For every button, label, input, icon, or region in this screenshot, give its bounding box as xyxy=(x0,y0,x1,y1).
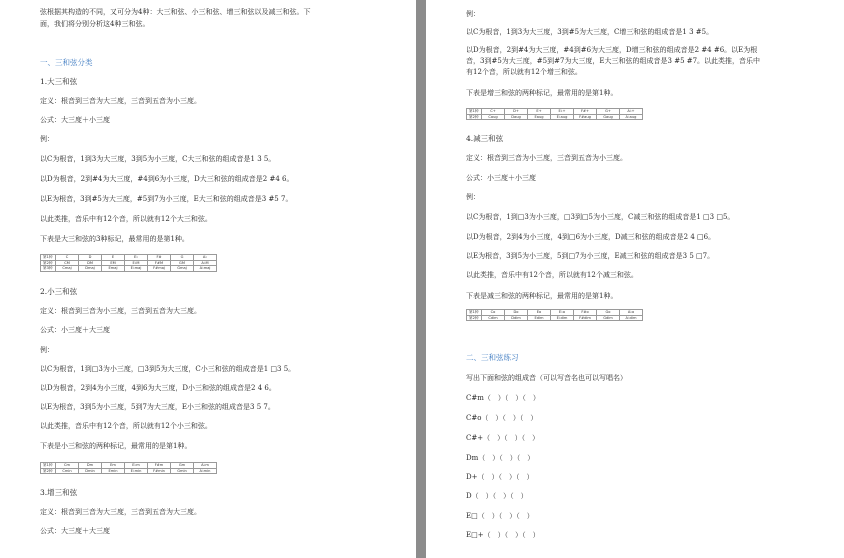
minor-line: 以C为根音，1到□3为小三度，□3到5为大三度，C小三和弦的组成音是1 □3 5。 xyxy=(40,365,296,373)
table-cell: G xyxy=(171,255,194,261)
table-cell: A♭maj xyxy=(194,266,217,272)
aug-paragraph-line: 音，3到#5为大三度，#5到#7为大三度，E大三和弦的组成音是3 #5 #7。以此类推，音乐中 xyxy=(466,57,761,65)
aug-formula: 公式：大三度＋大三度 xyxy=(40,527,110,535)
table-cell: Go xyxy=(597,310,620,316)
major-definition: 定义：根音到三音为大三度，三音到五音为小三度。 xyxy=(40,97,201,105)
section-heading-practice: 二、三和弦练习 xyxy=(466,353,519,362)
intro-line-1: 弦根据其构造的不同，又可分为4种：大三和弦、小三和弦、增三和弦以及减三和弦。下 xyxy=(40,8,311,16)
table-cell: C+ xyxy=(482,109,505,115)
dim-definition: 定义：根音到三音为小三度，三音到五音为小三度。 xyxy=(466,154,627,162)
major-line: 以C为根音，1到3为大三度，3到5为小三度，C大三和弦的组成音是1 3 5。 xyxy=(40,155,276,163)
table-cell: E+ xyxy=(528,109,551,115)
table-cell: A♭o xyxy=(620,310,643,316)
table-cell: Emin xyxy=(102,468,125,474)
aug-heading: 3.增三和弦 xyxy=(40,488,78,497)
table-cell: Gdim xyxy=(597,315,620,321)
section-heading-classification: 一、三和弦分类 xyxy=(40,58,93,67)
intro-line-2: 面，我们将分别分析这4种三和弦。 xyxy=(40,20,150,28)
table-cell: 第2种 xyxy=(41,260,56,266)
table-cell: A♭aug xyxy=(620,114,643,120)
table-cell: E♭dim xyxy=(551,315,574,321)
table-cell: A♭dim xyxy=(620,315,643,321)
table-cell: F#maj xyxy=(148,266,171,272)
table-cell: Em xyxy=(102,463,125,469)
major-table-note: 下表是大三和弦的3种标记，最常用的是第1种。 xyxy=(40,235,189,243)
minor-table-note: 下表是小三和弦的两种标记，最常用的是第1种。 xyxy=(40,442,192,450)
table-cell: F#m xyxy=(148,463,171,469)
dim-chord-table xyxy=(466,309,643,321)
table-cell: A♭m xyxy=(194,463,217,469)
minor-heading: 2.小三和弦 xyxy=(40,287,78,296)
aug-definition: 定义：根音到三音为大三度，三音到五音为大三度。 xyxy=(40,508,201,516)
table-cell: Eaug xyxy=(528,114,551,120)
table-cell: Dm xyxy=(79,463,102,469)
minor-formula: 公式：小三度＋大三度 xyxy=(40,326,110,334)
dim-line: 以D为根音，2到4为小三度，4到□6为小三度，D减三和弦的组成音是2 4 □6。 xyxy=(466,233,716,241)
table-cell: Dmin xyxy=(79,468,102,474)
minor-example-label: 例： xyxy=(40,346,54,354)
table-cell: F#+ xyxy=(574,109,597,115)
table-cell: EM xyxy=(102,260,125,266)
dim-heading: 4.减三和弦 xyxy=(466,134,504,143)
major-line: 以此类推，音乐中有12个音，所以就有12个大三和弦。 xyxy=(40,215,212,223)
aug-chord-table xyxy=(466,108,643,120)
table-cell: Ddim xyxy=(505,315,528,321)
dim-formula: 公式：小三度＋小三度 xyxy=(466,174,536,182)
table-cell: E♭min xyxy=(125,468,148,474)
dim-table-note: 下表是减三和弦的两种标记，最常用的是第1种。 xyxy=(466,292,618,300)
major-formula: 公式：大三度＋小三度 xyxy=(40,116,110,124)
major-chord-table xyxy=(40,254,217,272)
table-cell: Cmin xyxy=(56,468,79,474)
exercise-item: D+（ ）（ ）（ ） xyxy=(466,473,534,481)
table-cell: Caug xyxy=(482,114,505,120)
document-page-right xyxy=(426,0,844,558)
table-row xyxy=(467,114,643,120)
table-cell: G+ xyxy=(597,109,620,115)
exercise-item: C#m（ ）（ ）（ ） xyxy=(466,394,540,402)
aug-paragraph-line: 以D为根音，2到#4为大三度，#4到#6为大三度，D增三和弦的组成音是2 #4 #6。以E为根 xyxy=(466,46,758,54)
table-cell: 第2种 xyxy=(467,315,482,321)
dim-example-label: 例： xyxy=(466,193,480,201)
exercise-item: C#o（ ）（ ）（ ） xyxy=(466,414,538,422)
exercise-item: E□（ ）（ ）（ ） xyxy=(466,512,534,520)
table-row xyxy=(41,468,217,474)
table-cell: Cdim xyxy=(482,315,505,321)
exercise-item: E□+（ ）（ ）（ ） xyxy=(466,531,540,539)
table-cell: 第1种 xyxy=(467,109,482,115)
table-cell: Daug xyxy=(505,114,528,120)
table-cell: Eo xyxy=(528,310,551,316)
table-cell: E♭m xyxy=(125,463,148,469)
table-cell: A♭+ xyxy=(620,109,643,115)
table-cell: F#min xyxy=(148,468,171,474)
minor-line: 以D为根音，2到4为小三度，4到6为大三度，D小三和弦的组成音是2 4 6。 xyxy=(40,384,276,392)
table-cell: 第2种 xyxy=(467,114,482,120)
table-cell: E♭+ xyxy=(551,109,574,115)
aug-paragraph-line: 有12个音，所以就有12个增三和弦。 xyxy=(466,68,582,76)
table-cell: 第2种 xyxy=(41,468,56,474)
exercise-item: C#+（ ）（ ）（ ） xyxy=(466,434,540,442)
aug-line: 以C为根音，1到3为大三度，3到#5为大三度，C增三和弦的组成音是1 3 #5。 xyxy=(466,28,714,36)
table-cell: Edim xyxy=(528,315,551,321)
exercise-item: Dm（ ）（ ）（ ） xyxy=(466,454,535,462)
table-cell: F#M xyxy=(148,260,171,266)
table-cell: A♭M xyxy=(194,260,217,266)
table-cell: D xyxy=(79,255,102,261)
table-cell: Cm xyxy=(56,463,79,469)
major-heading: 1.大三和弦 xyxy=(40,77,78,86)
table-cell: 第1种 xyxy=(467,310,482,316)
table-cell: CM xyxy=(56,260,79,266)
table-cell: D+ xyxy=(505,109,528,115)
table-row xyxy=(467,315,643,321)
table-cell: 第1种 xyxy=(41,463,56,469)
table-cell: Gmaj xyxy=(171,266,194,272)
table-cell: E♭maj xyxy=(125,266,148,272)
table-cell: F#o xyxy=(574,310,597,316)
table-cell: E xyxy=(102,255,125,261)
major-line: 以D为根音，2到#4为大三度，#4到6为小三度，D大三和弦的组成音是2 #4 6。 xyxy=(40,175,294,183)
minor-chord-table xyxy=(40,462,217,474)
minor-definition: 定义：根音到三音为小三度，三音到五音为大三度。 xyxy=(40,307,201,315)
minor-line: 以此类推，音乐中有12个音，所以就有12个小三和弦。 xyxy=(40,422,212,430)
table-cell: DM xyxy=(79,260,102,266)
table-cell: F#dim xyxy=(574,315,597,321)
table-cell: C xyxy=(56,255,79,261)
aug-table-note: 下表是增三和弦的两种标记，最常用的是第1种。 xyxy=(466,89,618,97)
table-cell: Gm xyxy=(171,463,194,469)
major-example-label: 例： xyxy=(40,135,54,143)
table-cell: GM xyxy=(171,260,194,266)
table-cell: Cmaj xyxy=(56,266,79,272)
table-row xyxy=(41,266,217,272)
major-line: 以E为根音，3到#5为大三度，#5到7为小三度，E大三和弦的组成音是3 #5 7。 xyxy=(40,195,293,203)
table-cell: A♭ xyxy=(194,255,217,261)
table-cell: Emaj xyxy=(102,266,125,272)
table-cell: 第1种 xyxy=(41,255,56,261)
table-cell: Co xyxy=(482,310,505,316)
table-cell: 第3种 xyxy=(41,266,56,272)
dim-line: 以E为根音，3到5为小三度，5到□7为小三度，E减三和弦的组成音是3 5 □7。 xyxy=(466,252,715,260)
table-cell: F#aug xyxy=(574,114,597,120)
exercise-item: D（ ）（ ）（ ） xyxy=(466,492,528,500)
table-cell: E♭aug xyxy=(551,114,574,120)
table-cell: A♭min xyxy=(194,468,217,474)
table-cell: F# xyxy=(148,255,171,261)
exercise-instructions: 写出下面和弦的组成音（可以写音名也可以写唱名） xyxy=(466,374,627,382)
dim-line: 以C为根音，1到□3为小三度，□3到□5为小三度，C减三和弦的组成音是1 □3 □5。 xyxy=(466,213,735,221)
dim-line: 以此类推，音乐中有12个音，所以就有12个减三和弦。 xyxy=(466,271,638,279)
table-cell: E♭ xyxy=(125,255,148,261)
table-cell: E♭M xyxy=(125,260,148,266)
minor-line: 以E为根音，3到5为小三度，5到7为大三度，E小三和弦的组成音是3 5 7。 xyxy=(40,403,275,411)
table-cell: Gaug xyxy=(597,114,620,120)
table-cell: E♭o xyxy=(551,310,574,316)
aug-example-label: 例： xyxy=(466,10,480,18)
document-page-left xyxy=(0,0,416,558)
table-cell: Do xyxy=(505,310,528,316)
table-cell: Dmaj xyxy=(79,266,102,272)
table-cell: Gmin xyxy=(171,468,194,474)
